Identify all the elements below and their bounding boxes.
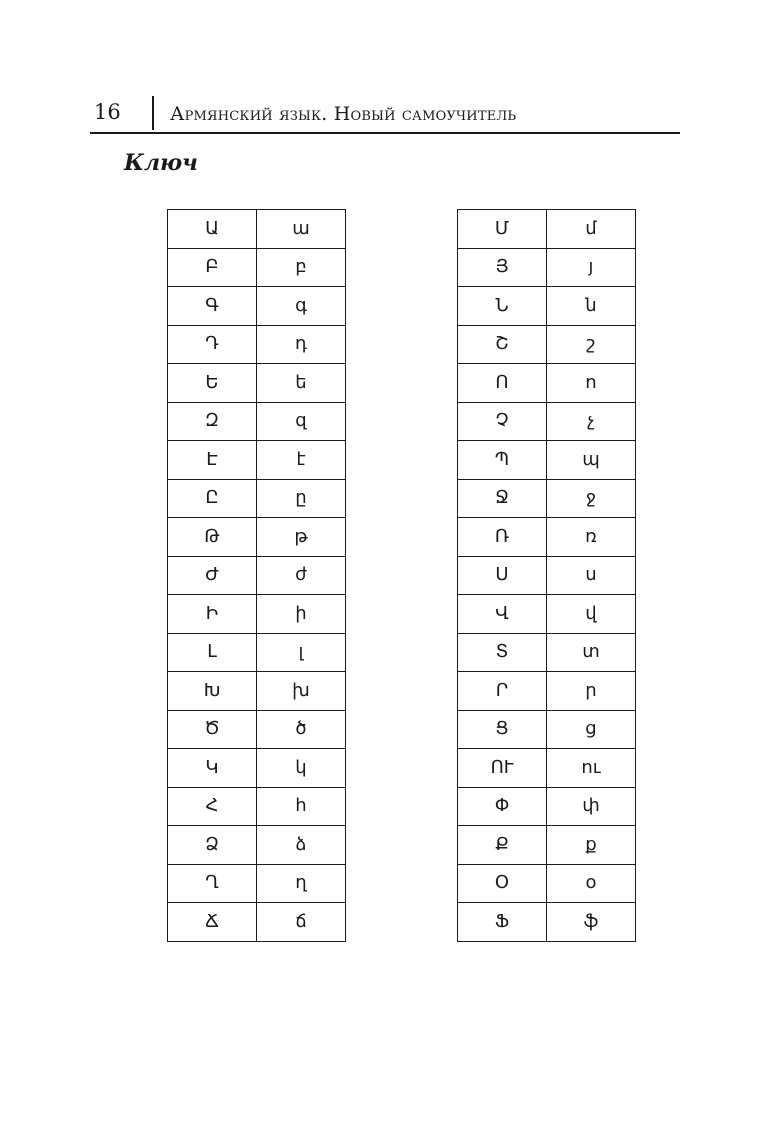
lowercase-letter-cell: ի xyxy=(257,595,346,634)
table-row xyxy=(458,210,636,249)
table-row xyxy=(458,441,636,480)
table-row xyxy=(458,787,636,826)
table-row xyxy=(168,595,346,634)
table-row xyxy=(168,633,346,672)
uppercase-letter-cell: Ղ xyxy=(168,864,257,903)
uppercase-letter-cell: Օ xyxy=(458,864,547,903)
table-row xyxy=(458,710,636,749)
lowercase-letter-cell: ճ xyxy=(257,903,346,942)
table-row xyxy=(168,210,346,249)
uppercase-letter-cell: Զ xyxy=(168,402,257,441)
uppercase-letter-cell: Փ xyxy=(458,787,547,826)
alphabet-table-left-body xyxy=(168,210,346,942)
uppercase-letter-cell: Ձ xyxy=(168,826,257,865)
table-row xyxy=(168,479,346,518)
table-row xyxy=(168,864,346,903)
lowercase-letter-cell: յ xyxy=(547,248,636,287)
table-row xyxy=(168,787,346,826)
lowercase-letter-cell: դ xyxy=(257,325,346,364)
uppercase-letter-cell: Դ xyxy=(168,325,257,364)
uppercase-letter-cell: Ը xyxy=(168,479,257,518)
uppercase-letter-cell: Ն xyxy=(458,287,547,326)
uppercase-letter-cell: Ց xyxy=(458,710,547,749)
lowercase-letter-cell: խ xyxy=(257,672,346,711)
uppercase-letter-cell: Ա xyxy=(168,210,257,249)
uppercase-letter-cell: Ո xyxy=(458,364,547,403)
uppercase-letter-cell: Ե xyxy=(168,364,257,403)
page-number: 16 xyxy=(94,100,121,124)
alphabet-table-left xyxy=(167,209,346,942)
section-heading: Ключ xyxy=(124,150,198,176)
uppercase-letter-cell: Ք xyxy=(458,826,547,865)
table-row xyxy=(458,903,636,942)
table-row xyxy=(168,826,346,865)
lowercase-letter-cell: թ xyxy=(257,518,346,557)
lowercase-letter-cell: վ xyxy=(547,595,636,634)
lowercase-letter-cell: ու xyxy=(547,749,636,788)
table-row xyxy=(458,325,636,364)
lowercase-letter-cell: ո xyxy=(547,364,636,403)
lowercase-letter-cell: ը xyxy=(257,479,346,518)
uppercase-letter-cell: Վ xyxy=(458,595,547,634)
table-row xyxy=(168,441,346,480)
lowercase-letter-cell: կ xyxy=(257,749,346,788)
table-row xyxy=(458,672,636,711)
lowercase-letter-cell: շ xyxy=(547,325,636,364)
table-row xyxy=(168,556,346,595)
lowercase-letter-cell: բ xyxy=(257,248,346,287)
alphabet-table-right-body xyxy=(458,210,636,942)
table-row xyxy=(458,402,636,441)
lowercase-letter-cell: գ xyxy=(257,287,346,326)
table-row xyxy=(168,402,346,441)
table-row xyxy=(168,672,346,711)
lowercase-letter-cell: չ xyxy=(547,402,636,441)
lowercase-letter-cell: ն xyxy=(547,287,636,326)
uppercase-letter-cell: Չ xyxy=(458,402,547,441)
uppercase-letter-cell: Գ xyxy=(168,287,257,326)
table-row xyxy=(458,364,636,403)
lowercase-letter-cell: մ xyxy=(547,210,636,249)
alphabet-table-right xyxy=(457,209,636,942)
table-row xyxy=(458,518,636,557)
header-divider xyxy=(152,96,154,130)
table-row xyxy=(168,903,346,942)
lowercase-letter-cell: ծ xyxy=(257,710,346,749)
uppercase-letter-cell: Ջ xyxy=(458,479,547,518)
table-row xyxy=(168,364,346,403)
lowercase-letter-cell: է xyxy=(257,441,346,480)
table-row xyxy=(168,710,346,749)
uppercase-letter-cell: Մ xyxy=(458,210,547,249)
lowercase-letter-cell: ձ xyxy=(257,826,346,865)
lowercase-letter-cell: ջ xyxy=(547,479,636,518)
table-row xyxy=(458,287,636,326)
lowercase-letter-cell: ղ xyxy=(257,864,346,903)
lowercase-letter-cell: ռ xyxy=(547,518,636,557)
uppercase-letter-cell: Ժ xyxy=(168,556,257,595)
lowercase-letter-cell: ա xyxy=(257,210,346,249)
uppercase-letter-cell: ՈՒ xyxy=(458,749,547,788)
uppercase-letter-cell: Պ xyxy=(458,441,547,480)
uppercase-letter-cell: Ճ xyxy=(168,903,257,942)
uppercase-letter-cell: Ծ xyxy=(168,710,257,749)
uppercase-letter-cell: Ր xyxy=(458,672,547,711)
uppercase-letter-cell: Խ xyxy=(168,672,257,711)
uppercase-letter-cell: Կ xyxy=(168,749,257,788)
uppercase-letter-cell: Յ xyxy=(458,248,547,287)
table-row xyxy=(458,864,636,903)
lowercase-letter-cell: հ xyxy=(257,787,346,826)
lowercase-letter-cell: լ xyxy=(257,633,346,672)
uppercase-letter-cell: Լ xyxy=(168,633,257,672)
table-row xyxy=(458,826,636,865)
lowercase-letter-cell: ց xyxy=(547,710,636,749)
table-row xyxy=(458,595,636,634)
table-row xyxy=(458,633,636,672)
uppercase-letter-cell: Թ xyxy=(168,518,257,557)
lowercase-letter-cell: տ xyxy=(547,633,636,672)
table-row xyxy=(458,556,636,595)
table-row xyxy=(168,248,346,287)
lowercase-letter-cell: ք xyxy=(547,826,636,865)
table-row xyxy=(168,287,346,326)
lowercase-letter-cell: զ xyxy=(257,402,346,441)
uppercase-letter-cell: Տ xyxy=(458,633,547,672)
page-header xyxy=(90,96,680,134)
table-row xyxy=(458,479,636,518)
uppercase-letter-cell: Բ xyxy=(168,248,257,287)
uppercase-letter-cell: Շ xyxy=(458,325,547,364)
table-row xyxy=(168,749,346,788)
lowercase-letter-cell: պ xyxy=(547,441,636,480)
lowercase-letter-cell: ժ xyxy=(257,556,346,595)
lowercase-letter-cell: փ xyxy=(547,787,636,826)
lowercase-letter-cell: ր xyxy=(547,672,636,711)
table-row xyxy=(168,518,346,557)
uppercase-letter-cell: Ֆ xyxy=(458,903,547,942)
uppercase-letter-cell: Ս xyxy=(458,556,547,595)
table-row xyxy=(458,248,636,287)
uppercase-letter-cell: Ռ xyxy=(458,518,547,557)
lowercase-letter-cell: ե xyxy=(257,364,346,403)
uppercase-letter-cell: Ի xyxy=(168,595,257,634)
table-row xyxy=(458,749,636,788)
lowercase-letter-cell: ֆ xyxy=(547,903,636,942)
running-title: Армянский язык. Новый самоучитель xyxy=(170,103,517,125)
lowercase-letter-cell: ս xyxy=(547,556,636,595)
uppercase-letter-cell: Հ xyxy=(168,787,257,826)
uppercase-letter-cell: Է xyxy=(168,441,257,480)
lowercase-letter-cell: օ xyxy=(547,864,636,903)
table-row xyxy=(168,325,346,364)
